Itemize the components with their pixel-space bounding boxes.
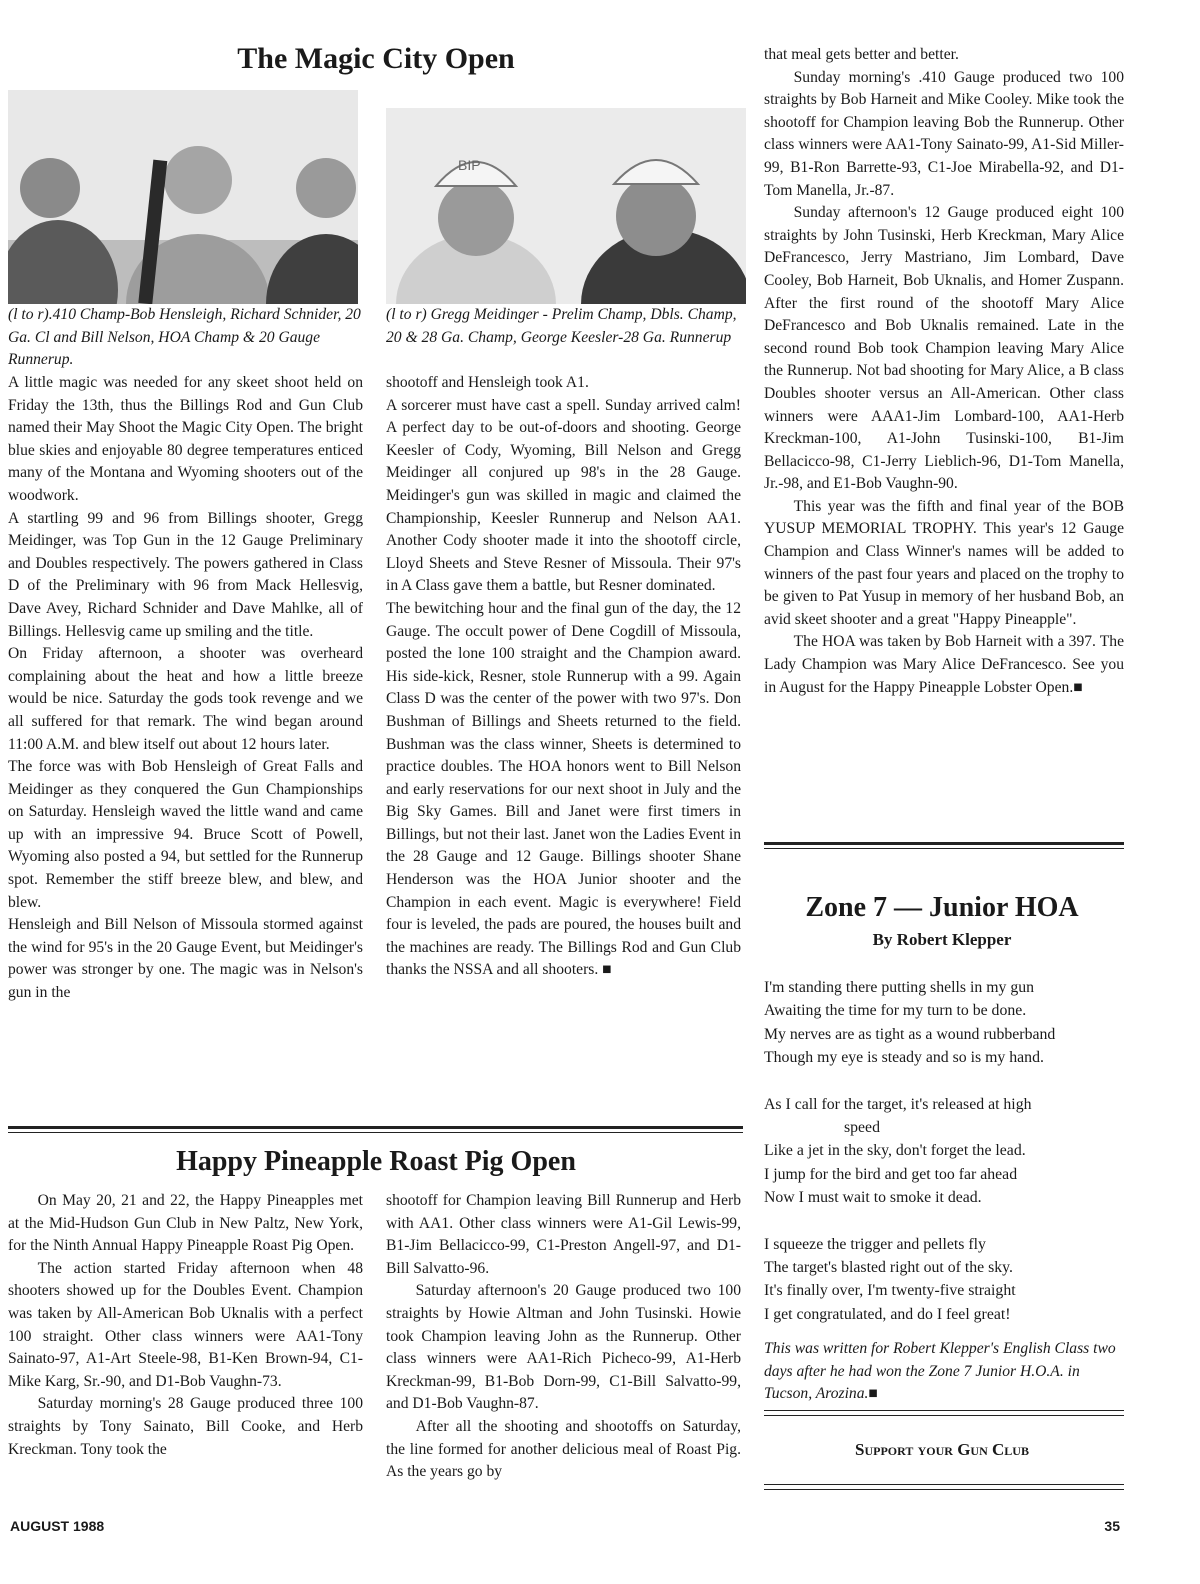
poem-line: My nerves are as tight as a wound rubberband — [764, 1025, 1056, 1043]
pineapple-column-continued — [764, 44, 1124, 699]
pineapple-column-b — [386, 1190, 741, 1484]
photo-right-caption: (l to r) Gregg Meidinger - Prelim Champ, Dbls. Champ, 20 & 28 Ga. Champ, George Keesler-28 Ga. Runnerup — [386, 306, 737, 346]
divider-rule — [764, 842, 1124, 845]
pineapple-title: Happy Pineapple Roast Pig Open — [176, 1146, 576, 1177]
paragraph: This year was the fifth and final year of the BOB YUSUP MEMORIAL TROPHY. This year's 12 Gauge Champion and Class Winner's names will be added to winners of the past four years and placed on the trophy to be given to Pat Yusup in memory of her husband Bob, an avid skeet shooter and a great "Happy Pineapple". — [764, 497, 1124, 628]
poem-line: Awaiting the time for my turn to be done. — [764, 1002, 1027, 1020]
paragraph: that meal gets better and better. — [764, 46, 959, 63]
poem-line: Like a jet in the sky, don't forget the lead. — [764, 1142, 1026, 1160]
poem-line: I jump for the bird and get too far ahead — [764, 1165, 1018, 1183]
divider-rule — [8, 1126, 743, 1129]
poem-line: I'm standing there putting shells in my gun — [764, 979, 1035, 996]
paragraph: shootoff for Champion leaving Bill Runnerup and Herb with AA1. Other class winners were A1-Gil Lewis-99, B1-Jim Bellacicco-99, C1-Preston Angell-97, and D1-Bill Salvatto-96. — [386, 1192, 741, 1277]
poem-line: Now I must wait to smoke it dead. — [764, 1189, 982, 1207]
zone-title: Zone 7 — Junior HOA — [805, 892, 1079, 923]
photo-left — [8, 90, 358, 304]
paragraph: The HOA was taken by Bob Harneit with a 397. The Lady Champion was Mary Alice DeFrancesco. See you in August for the Happy Pineapple Lobster Open.■ — [764, 633, 1124, 696]
zone-byline: By Robert Klepper — [872, 930, 1012, 949]
paragraph: On Friday afternoon, a shooter was overheard complaining about the heat and how a little breeze would be nice. Saturday the gods took revenge and we all suffered for that remark. The wind began around 11:00 A.M. and blew itself out about 12 hours later. — [8, 645, 363, 753]
divider-rule — [764, 848, 1124, 849]
paragraph: A sorcerer must have cast a spell. Sunday arrived calm! A perfect day to be out-of-doors and shooting. George Keesler of Cody, Wyoming, Bill Nelson and Gregg Meidinger all conjured up 98's in the 28 Gauge. Meidinger's gun was skilled in magic and claimed the Championship, Keesler Runnerup and Nelson AA1. Another Cody shooter made it into the shootoff circle, Lloyd Sheets and Steve Resner of Missoula. Their 97's in A Class gave them a battle, but Resner dominated. — [386, 396, 741, 595]
divider-rule — [764, 1484, 1124, 1485]
poem-line: I get congratulated, and do I feel great! — [764, 1305, 1011, 1323]
footer-issue-date: AUGUST 1988 — [10, 1518, 105, 1534]
zone-poem — [764, 976, 1124, 1326]
poem-line: It's finally over, I'm twenty-five straight — [764, 1282, 1016, 1300]
paragraph: Hensleigh and Bill Nelson of Missoula stormed against the wind for 95's in the 20 Gauge Event, but Meidinger's power was stronger by one. The magic was in Nelson's gun in the — [8, 916, 363, 1002]
paragraph: On May 20, 21 and 22, the Happy Pineapples met at the Mid-Hudson Gun Club in New Paltz, New York, for the Ninth Annual Happy Pineapple Roast Pig Open. — [8, 1192, 363, 1255]
magic-column-2 — [386, 372, 741, 982]
poem-line: speed — [844, 1119, 880, 1137]
paragraph: Saturday morning's 28 Gauge produced three 100 straights by Tony Sainato, Bill Cooke, and Herb Kreckman. Tony took the — [8, 1395, 363, 1458]
zone-note: This was written for Robert Klepper's English Class two days after he had won the Zone 7 Junior H.O.A. in Tucson, Arozina.■ — [764, 1340, 1116, 1403]
photo-left-caption: (l to r).410 Champ-Bob Hensleigh, Richard Schnider, 20 Ga. Cl and Bill Nelson, HOA Champ & 20 Gauge Runnerup. — [8, 306, 361, 369]
divider-rule — [8, 1132, 743, 1133]
magic-column-1 — [8, 372, 363, 1005]
divider-rule — [764, 1415, 1124, 1416]
divider-rule — [764, 1410, 1124, 1411]
paragraph: The bewitching hour and the final gun of the day, the 12 Gauge. The occult power of Dene Cogdill of Missoula, posted the lone 100 straight and the Champion award. His side-kick, Resner, stole Runnerup with a 99. Again Class D was the center of the power with two 97's. Don Bushman of Billings and Sheets returned to the field. Bushman was the class winner, Sheets is determined to practice doubles. The HOA honors went to Bill Nelson and early reservations for our next shoot in July and the Big Sky Games. Bill and Janet were first timers in Billings, but not their last. Janet won the Ladies Event in the 28 Gauge and 12 Gauge. Billings shooter Shane Henderson was the HOA Junior shooter and the Champion in each event. Magic is everywhere! Field four is leveled, the pads are poured, the houses built and the machines are ready. The Billings Rod and Gun Club thanks the NSSA and all shooters. ■ — [386, 599, 741, 979]
poem-line: The target's blasted right out of the sky. — [764, 1259, 1013, 1277]
paragraph: A startling 99 and 96 from Billings shooter, Gregg Meidinger, was Top Gun in the 12 Gauge Preliminary and Doubles respectively. The powers gathered in Class D of the Preliminary with 96 from Mack Hellesvig, Dave Avey, Richard Schnider and Dave Mahlke, all of Billings. Hellesvig came up smiling and the title. — [8, 509, 363, 640]
paragraph: Saturday afternoon's 20 Gauge produced two 100 straights by Howie Altman and John Tusinski. Howie took Champion leaving John as the Runnerup. Other class winners were AA1-Rich Picheco-99, A1-Herb Kreckman-99, B1-Bob Dorn-99, C1-Bill Salvatto-99, and D1-Bob Vaughn-87. — [386, 1282, 741, 1413]
divider-rule — [764, 1489, 1124, 1490]
pineapple-column-a — [8, 1190, 363, 1461]
paragraph: Sunday afternoon's 12 Gauge produced eight 100 straights by John Tusinski, Herb Kreckman, Mary Alice DeFrancesco, Jerry Mastriano, Jim Lombard, Dave Cooley, Bob Harneit, Bob Uknalis, and Homer Zuspann. After the first round of the shootoff Mary Alice DeFrancesco and Bob Uknalis remained. Late in the second round Bob took Champion leaving Mary Alice the Runnerup. Not bad shooting for Mary Alice, a B class Doubles shooter versus an All-American. Other class winners were AAA1-Jim Lombard-100, AA1-Herb Kreckman-100, A1-John Tusinski-100, B1-Jim Bellacicco-98, C1-Jerry Lieblich-96, D1-Tom Manella, Jr.-98, and E1-Bob Vaughn-90. — [764, 204, 1124, 493]
magic-city-title: The Magic City Open — [237, 42, 515, 75]
cap-logo-text: BIP — [458, 157, 481, 173]
footer-page-number: 35 — [1104, 1518, 1120, 1534]
paragraph: The force was with Bob Hensleigh of Great Falls and Meidinger as they conquered the Gun Championships on Saturday. Hensleigh waved the little wand and came up with an impressive 94. Bruce Scott of Powell, Wyoming also posted a 94, but settled for the Runnerup spot. Remember the stiff breeze blew, and blew, and blew. — [8, 758, 363, 911]
support-gun-club: Support your Gun Club — [855, 1440, 1029, 1459]
photo-right — [386, 108, 746, 304]
paragraph: Sunday morning's .410 Gauge produced two 100 straights by Bob Harneit and Mike Cooley. Mike took the shootoff for Champion leaving Bob the Runnerup. Other class winners were AA1-Tony Sainato-99, A1-Sid Miller-99, B1-Ron Barrette-93, C1-Joe Mirabella-92, and D1-Tom Manella, Jr.-87. — [764, 68, 1124, 199]
poem-line: As I call for the target, it's released at high — [764, 1095, 1032, 1113]
poem-line: I squeeze the trigger and pellets fly — [764, 1235, 986, 1253]
paragraph: A little magic was needed for any skeet shoot held on Friday the 13th, thus the Billings Rod and Gun Club named their May Shoot the Magic City Open. The bright blue skies and enjoyable 80 degree temperatures enticed many of the Montana and Wyoming shooters out of the woodwork. — [8, 374, 363, 504]
paragraph: After all the shooting and shootoffs on Saturday, the line formed for another delicious meal of Roast Pig. As the years go by — [386, 1417, 741, 1481]
paragraph: shootoff and Hensleigh took A1. — [386, 374, 589, 391]
paragraph: The action started Friday afternoon when 48 shooters showed up for the Doubles Event. Champion was taken by All-American Bob Uknalis with a perfect 100 straight. Other class winners were AA1-Tony Sainato-97, A1-Art Steele-98, B1-Ken Brown-94, C1-Mike Karg, Sr.-90, and D1-Bob Vaughn-73. — [8, 1259, 363, 1390]
poem-line: Though my eye is steady and so is my hand. — [764, 1049, 1044, 1067]
